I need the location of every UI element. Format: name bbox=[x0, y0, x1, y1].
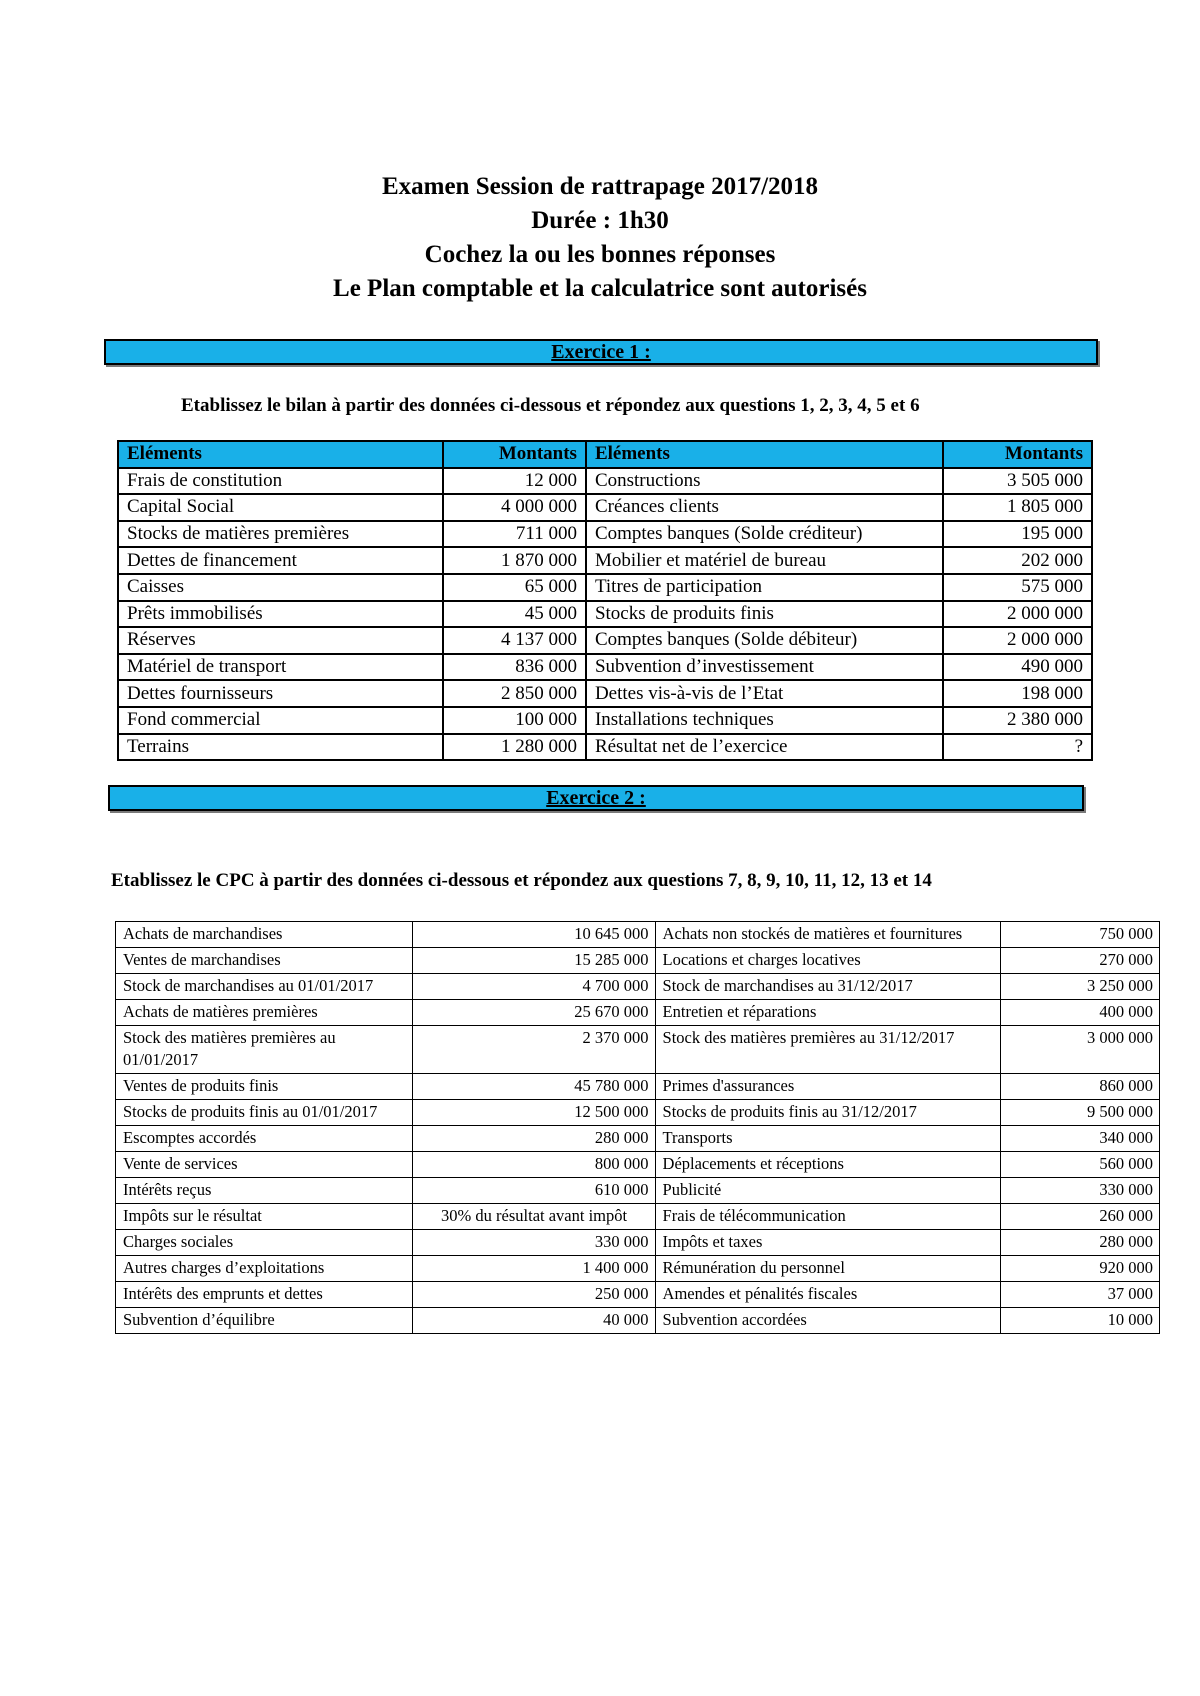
element-cell: Constructions bbox=[586, 468, 943, 495]
element-cell: Mobilier et matériel de bureau bbox=[586, 547, 943, 574]
balance-sheet-row bbox=[118, 547, 1092, 574]
amount-cell: 1 280 000 bbox=[443, 734, 586, 761]
amount-cell: 100 000 bbox=[443, 707, 586, 734]
element-cell: Créances clients bbox=[586, 494, 943, 521]
balance-sheet-table bbox=[117, 440, 1093, 761]
income-statement-row bbox=[116, 1230, 1160, 1256]
amount-cell: 65 000 bbox=[443, 574, 586, 601]
income-statement-table bbox=[115, 921, 1160, 1334]
amount-cell: 750 000 bbox=[1001, 922, 1160, 948]
amount-cell: 4 137 000 bbox=[443, 627, 586, 654]
balance-sheet-header-row bbox=[118, 441, 1092, 468]
element-cell: Achats de matières premières bbox=[116, 1000, 413, 1026]
element-cell: Réserves bbox=[118, 627, 443, 654]
element-cell: Subvention d’investissement bbox=[586, 654, 943, 681]
exam-header bbox=[0, 170, 1200, 306]
amount-cell: 2 380 000 bbox=[943, 707, 1092, 734]
exam-title: Examen Session de rattrapage 2017/2018 bbox=[381, 173, 819, 200]
amount-cell: 2 850 000 bbox=[443, 680, 586, 707]
element-cell: Caisses bbox=[118, 574, 443, 601]
exercise-1-instruction: Etablissez le bilan à partir des données ci-dessous et répondez aux questions 1, 2, 3, 4, 5 et 6 bbox=[181, 395, 920, 416]
amount-cell: 711 000 bbox=[443, 521, 586, 548]
balance-sheet-row bbox=[118, 468, 1092, 495]
amount-cell: 1 870 000 bbox=[443, 547, 586, 574]
element-cell: Publicité bbox=[655, 1178, 1001, 1204]
element-cell: Titres de participation bbox=[586, 574, 943, 601]
element-cell: Locations et charges locatives bbox=[655, 948, 1001, 974]
amount-cell: 12 500 000 bbox=[412, 1100, 655, 1126]
income-statement-row bbox=[116, 1178, 1160, 1204]
balance-sheet-row bbox=[118, 707, 1092, 734]
exercise-2-banner bbox=[108, 785, 1084, 811]
amount-cell: 2 000 000 bbox=[943, 601, 1092, 628]
income-statement-row bbox=[116, 1000, 1160, 1026]
income-statement-row bbox=[116, 974, 1160, 1000]
income-statement-row bbox=[116, 948, 1160, 974]
amount-cell: 198 000 bbox=[943, 680, 1092, 707]
amount-cell: 270 000 bbox=[1001, 948, 1160, 974]
amount-cell: 195 000 bbox=[943, 521, 1092, 548]
header-elements-right: Eléments bbox=[586, 441, 943, 468]
element-cell: Résultat net de l’exercice bbox=[586, 734, 943, 761]
element-cell: Rémunération du personnel bbox=[655, 1256, 1001, 1282]
element-cell: Primes d'assurances bbox=[655, 1074, 1001, 1100]
element-cell: Frais de constitution bbox=[118, 468, 443, 495]
amount-cell: 2 000 000 bbox=[943, 627, 1092, 654]
balance-sheet-row bbox=[118, 574, 1092, 601]
element-cell: Dettes fournisseurs bbox=[118, 680, 443, 707]
amount-cell: 280 000 bbox=[1001, 1230, 1160, 1256]
element-cell: Ventes de produits finis bbox=[116, 1074, 413, 1100]
element-cell: Achats non stockés de matières et fournitures bbox=[655, 922, 1001, 948]
amount-cell: 202 000 bbox=[943, 547, 1092, 574]
element-cell: Stock de marchandises au 01/01/2017 bbox=[116, 974, 413, 1000]
element-cell: Stock des matières premières au 31/12/2017 bbox=[655, 1026, 1001, 1074]
amount-cell: ? bbox=[943, 734, 1092, 761]
amount-cell: 2 370 000 bbox=[412, 1026, 655, 1074]
element-cell: Vente de services bbox=[116, 1152, 413, 1178]
element-cell: Stocks de produits finis bbox=[586, 601, 943, 628]
amount-cell: 340 000 bbox=[1001, 1126, 1160, 1152]
element-cell: Subvention d’équilibre bbox=[116, 1308, 413, 1334]
amount-cell: 25 670 000 bbox=[412, 1000, 655, 1026]
element-cell: Achats de marchandises bbox=[116, 922, 413, 948]
amount-cell: 3 000 000 bbox=[1001, 1026, 1160, 1074]
element-cell: Stock des matières premières au 01/01/2017 bbox=[116, 1026, 413, 1074]
amount-cell: 400 000 bbox=[1001, 1000, 1160, 1026]
income-statement-row bbox=[116, 1282, 1160, 1308]
income-statement-row bbox=[116, 1026, 1160, 1074]
element-cell: Transports bbox=[655, 1126, 1001, 1152]
amount-cell: 10 645 000 bbox=[412, 922, 655, 948]
income-statement-row bbox=[116, 1204, 1160, 1230]
element-cell: Matériel de transport bbox=[118, 654, 443, 681]
amount-cell: 1 805 000 bbox=[943, 494, 1092, 521]
amount-cell: 490 000 bbox=[943, 654, 1092, 681]
exam-duration: Durée : 1h30 bbox=[531, 207, 669, 234]
income-statement-row bbox=[116, 922, 1160, 948]
element-cell: Ventes de marchandises bbox=[116, 948, 413, 974]
amount-cell: 560 000 bbox=[1001, 1152, 1160, 1178]
header-amounts-left: Montants bbox=[443, 441, 586, 468]
balance-sheet-row bbox=[118, 734, 1092, 761]
element-cell: Stocks de matières premières bbox=[118, 521, 443, 548]
header-amounts-right: Montants bbox=[943, 441, 1092, 468]
amount-cell: 4 700 000 bbox=[412, 974, 655, 1000]
amount-cell: 575 000 bbox=[943, 574, 1092, 601]
element-cell: Amendes et pénalités fiscales bbox=[655, 1282, 1001, 1308]
element-cell: Dettes vis-à-vis de l’Etat bbox=[586, 680, 943, 707]
amount-cell: 280 000 bbox=[412, 1126, 655, 1152]
element-cell: Impôts et taxes bbox=[655, 1230, 1001, 1256]
balance-sheet-row bbox=[118, 627, 1092, 654]
income-statement-row bbox=[116, 1126, 1160, 1152]
element-cell: Autres charges d’exploitations bbox=[116, 1256, 413, 1282]
amount-cell: 330 000 bbox=[1001, 1178, 1160, 1204]
element-cell: Escomptes accordés bbox=[116, 1126, 413, 1152]
element-cell: Intérêts des emprunts et dettes bbox=[116, 1282, 413, 1308]
amount-cell: 260 000 bbox=[1001, 1204, 1160, 1230]
element-cell: Entretien et réparations bbox=[655, 1000, 1001, 1026]
element-cell: Prêts immobilisés bbox=[118, 601, 443, 628]
amount-cell: 1 400 000 bbox=[412, 1256, 655, 1282]
element-cell: Stocks de produits finis au 01/01/2017 bbox=[116, 1100, 413, 1126]
element-cell: Charges sociales bbox=[116, 1230, 413, 1256]
exam-instruction: Cochez la ou les bonnes réponses bbox=[424, 241, 776, 268]
element-cell: Comptes banques (Solde créditeur) bbox=[586, 521, 943, 548]
balance-sheet-row bbox=[118, 680, 1092, 707]
amount-cell: 12 000 bbox=[443, 468, 586, 495]
amount-cell: 860 000 bbox=[1001, 1074, 1160, 1100]
exercise-2-title: Exercice 2 : bbox=[546, 787, 646, 809]
income-statement-row bbox=[116, 1074, 1160, 1100]
amount-cell: 250 000 bbox=[412, 1282, 655, 1308]
income-statement-row bbox=[116, 1100, 1160, 1126]
balance-sheet-row bbox=[118, 494, 1092, 521]
element-cell: Dettes de financement bbox=[118, 547, 443, 574]
header-elements-left: Eléments bbox=[118, 441, 443, 468]
amount-cell: 330 000 bbox=[412, 1230, 655, 1256]
amount-cell: 30% du résultat avant impôt bbox=[412, 1204, 655, 1230]
exercise-2-instruction: Etablissez le CPC à partir des données ci-dessous et répondez aux questions 7, 8, 9, 10, 11, 12, 13 et 14 bbox=[111, 870, 932, 891]
element-cell: Subvention accordées bbox=[655, 1308, 1001, 1334]
amount-cell: 40 000 bbox=[412, 1308, 655, 1334]
element-cell: Terrains bbox=[118, 734, 443, 761]
amount-cell: 45 780 000 bbox=[412, 1074, 655, 1100]
amount-cell: 4 000 000 bbox=[443, 494, 586, 521]
amount-cell: 920 000 bbox=[1001, 1256, 1160, 1282]
exercise-1-title: Exercice 1 : bbox=[551, 341, 651, 363]
income-statement-row bbox=[116, 1256, 1160, 1282]
element-cell: Stock de marchandises au 31/12/2017 bbox=[655, 974, 1001, 1000]
element-cell: Installations techniques bbox=[586, 707, 943, 734]
balance-sheet-row bbox=[118, 521, 1092, 548]
amount-cell: 15 285 000 bbox=[412, 948, 655, 974]
element-cell: Intérêts reçus bbox=[116, 1178, 413, 1204]
element-cell: Stocks de produits finis au 31/12/2017 bbox=[655, 1100, 1001, 1126]
income-statement-row bbox=[116, 1308, 1160, 1334]
exercise-1-banner bbox=[104, 339, 1098, 365]
element-cell: Déplacements et réceptions bbox=[655, 1152, 1001, 1178]
income-statement-row bbox=[116, 1152, 1160, 1178]
balance-sheet-row bbox=[118, 601, 1092, 628]
balance-sheet-row bbox=[118, 654, 1092, 681]
element-cell: Frais de télécommunication bbox=[655, 1204, 1001, 1230]
element-cell: Capital Social bbox=[118, 494, 443, 521]
amount-cell: 800 000 bbox=[412, 1152, 655, 1178]
element-cell: Comptes banques (Solde débiteur) bbox=[586, 627, 943, 654]
element-cell: Fond commercial bbox=[118, 707, 443, 734]
amount-cell: 37 000 bbox=[1001, 1282, 1160, 1308]
amount-cell: 9 500 000 bbox=[1001, 1100, 1160, 1126]
element-cell: Impôts sur le résultat bbox=[116, 1204, 413, 1230]
amount-cell: 10 000 bbox=[1001, 1308, 1160, 1334]
exam-authorized-tools: Le Plan comptable et la calculatrice sont autorisés bbox=[333, 275, 867, 302]
amount-cell: 3 250 000 bbox=[1001, 974, 1160, 1000]
amount-cell: 3 505 000 bbox=[943, 468, 1092, 495]
amount-cell: 45 000 bbox=[443, 601, 586, 628]
amount-cell: 836 000 bbox=[443, 654, 586, 681]
amount-cell: 610 000 bbox=[412, 1178, 655, 1204]
